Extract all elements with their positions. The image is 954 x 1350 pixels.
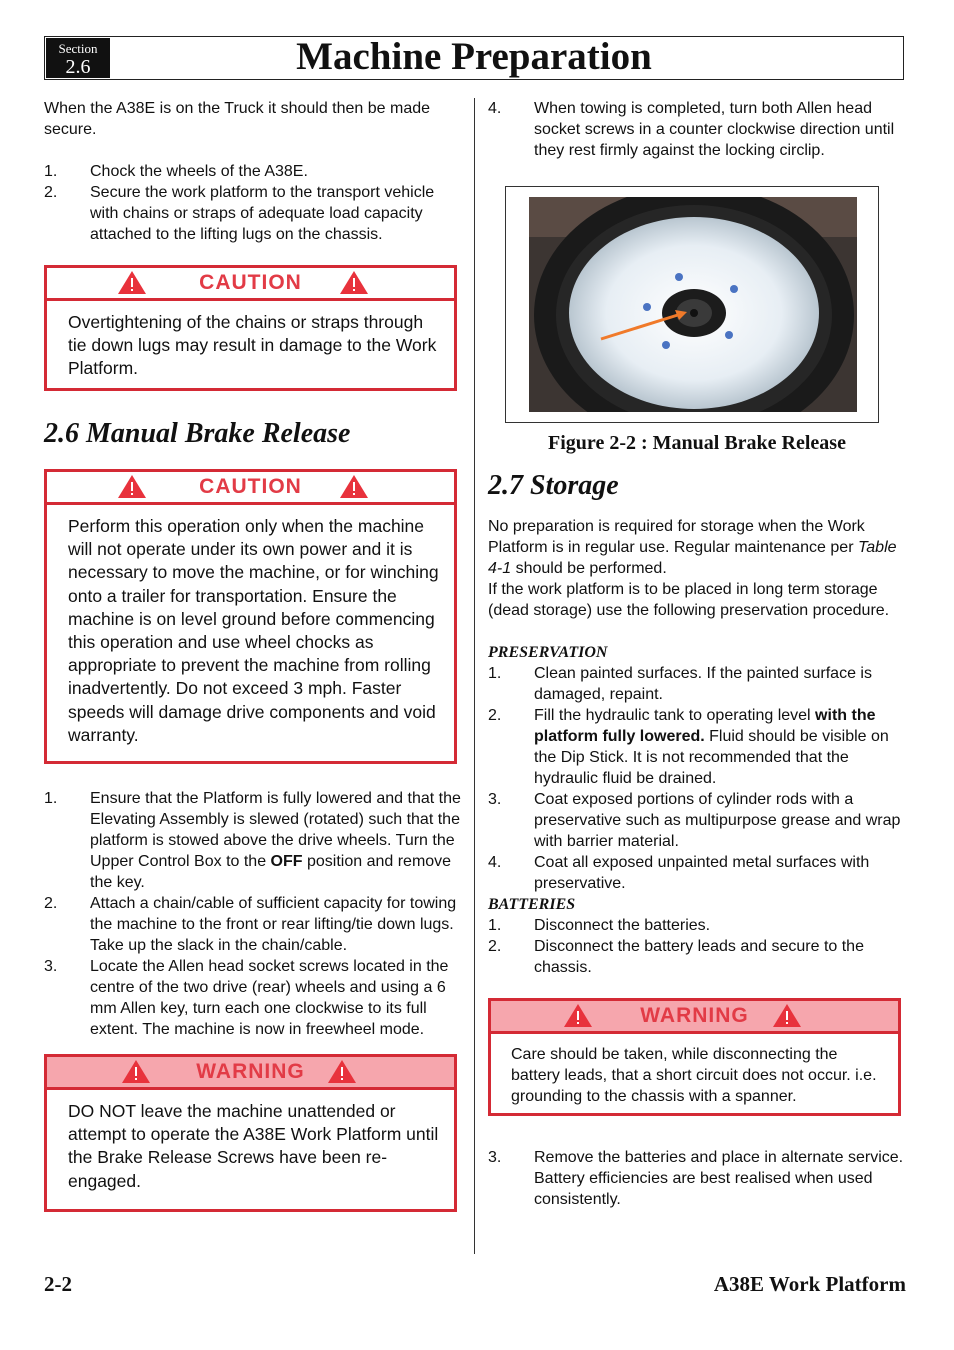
battery-step-3 [488,1147,906,1210]
list-item: 2. Fill the hydraulic tank to operating level with the platform fully lowered. Fluid should be visible on the Dip Stick. It is not recommended that the hydraulic fluid be drained. [488,707,889,787]
caution-label: CAUTION [199,271,302,294]
warning-box-1 [44,1054,457,1212]
warning-text: Care should be taken, while disconnecting the battery leads, that a short circuit does not occur. i.e. grounding to the chassis with a spanner. [511,1046,877,1105]
warning-triangle-icon [121,1059,151,1084]
warning-box-2 [488,998,901,1116]
list-item: 1. Clean painted surfaces. If the painted surface is damaged, repaint. [488,665,872,703]
preservation-steps [488,663,906,894]
caution-header [47,268,454,301]
page-title: Machine Preparation [296,35,652,78]
list-item: 2. Disconnect the battery leads and secure to the chassis. [488,938,864,976]
list-item: 1. Ensure that the Platform is fully lowered and that the Elevating Assembly is slewed (rotated) such that the platform is stowed above the drive wheels. Turn the Upper Control Box to the OFF position and remove the key. [44,790,461,891]
warning-triangle-icon [327,1059,357,1084]
intro-text: When the A38E is on the Truck it should then be made secure. [44,100,431,138]
left-column [44,98,464,1212]
list-item: 3. Remove the batteries and place in alternate service. Battery efficiencies are best realised when used consistently. [488,1149,904,1208]
caution-header [47,472,454,505]
section-heading-2-6: 2.6 Manual Brake Release [44,418,351,449]
right-column [488,98,906,1210]
preservation-heading: PRESERVATION [488,644,608,661]
secure-steps [44,161,464,245]
list-item: 3. Locate the Allen head socket screws located in the centre of the two drive (rear) wheels and using a 6 mm Allen key, turn each one clockwise to its full extent. The machine is now in freewheel mode. [44,958,449,1038]
caution-text: Perform this operation only when the machine will not operate under its own power and it is necessary to move the machine, or for winching onto a trailer for transportation. Ensure the machine is on level ground before commencing this operation and use wheel chocks as appropriate to prevent the machine from rolling inadvertently. Do not exceed 3 mph. Faster speeds will damage drive components and void warranty. [68,516,439,745]
warning-triangle-icon [117,474,147,499]
warning-triangle-icon [563,1003,593,1028]
section-number: 2.6 [65,56,91,78]
caution-label: CAUTION [199,475,302,498]
warning-triangle-icon [117,270,147,295]
list-item: 1. Disconnect the batteries. [488,917,711,934]
warning-text: DO NOT leave the machine unattended or attempt to operate the A38E Work Platform until the Brake Release Screws have been re-engaged. [68,1101,439,1191]
brake-step-4 [488,98,906,161]
list-item: 4. Coat all exposed unpainted metal surfaces with preservative. [488,854,870,892]
section-heading-2-7: 2.7 Storage [488,470,619,501]
caution-box-2 [44,469,457,764]
warning-triangle-icon [339,270,369,295]
battery-steps [488,915,906,978]
product-name: A38E Work Platform [713,1272,906,1296]
list-item: 1. Chock the wheels of the A38E. [44,163,308,180]
column-divider [474,98,475,1254]
section-label: Section [58,41,98,56]
figure-caption: Figure 2-2 : Manual Brake Release [548,432,846,454]
caution-box-1 [44,265,457,391]
page-number: 2-2 [44,1272,72,1296]
brake-release-figure [505,186,879,423]
brake-release-steps [44,788,466,1040]
warning-triangle-icon [772,1003,802,1028]
warning-triangle-icon [339,474,369,499]
warning-label: WARNING [640,1004,749,1027]
caution-text: Overtightening of the chains or straps through tie down lugs may result in damage to the Work Platform. [68,312,437,379]
warning-label: WARNING [196,1060,305,1083]
warning-header [491,1001,898,1034]
storage-paragraph-2: If the work platform is to be placed in long term storage (dead storage) use the following preservation procedure. [488,581,890,619]
list-item: 2. Attach a chain/cable of sufficient capacity for towing the machine to the front or rear lifting/tie down lugs. Take up the slack in the chain/cable. [44,895,457,954]
list-item: 4. When towing is completed, turn both Allen head socket screws in a counter clockwise direction until they rest firmly against the locking circlip. [488,100,895,159]
page-header [44,36,904,80]
batteries-heading: BATTERIES [488,896,576,913]
list-item: 2. Secure the work platform to the transport vehicle with chains or straps of adequate load capacity attached to the lifting lugs on the chassis. [44,184,435,243]
wheel-photo [529,197,857,412]
list-item: 3. Coat exposed portions of cylinder rods with a preservative such as multipurpose grease and wrap with barrier material. [488,791,901,850]
storage-paragraph-1: No preparation is required for storage when the Work Platform is in regular use. Regular maintenance per Table 4-1 should be performed. [488,518,897,577]
warning-header [47,1057,454,1090]
